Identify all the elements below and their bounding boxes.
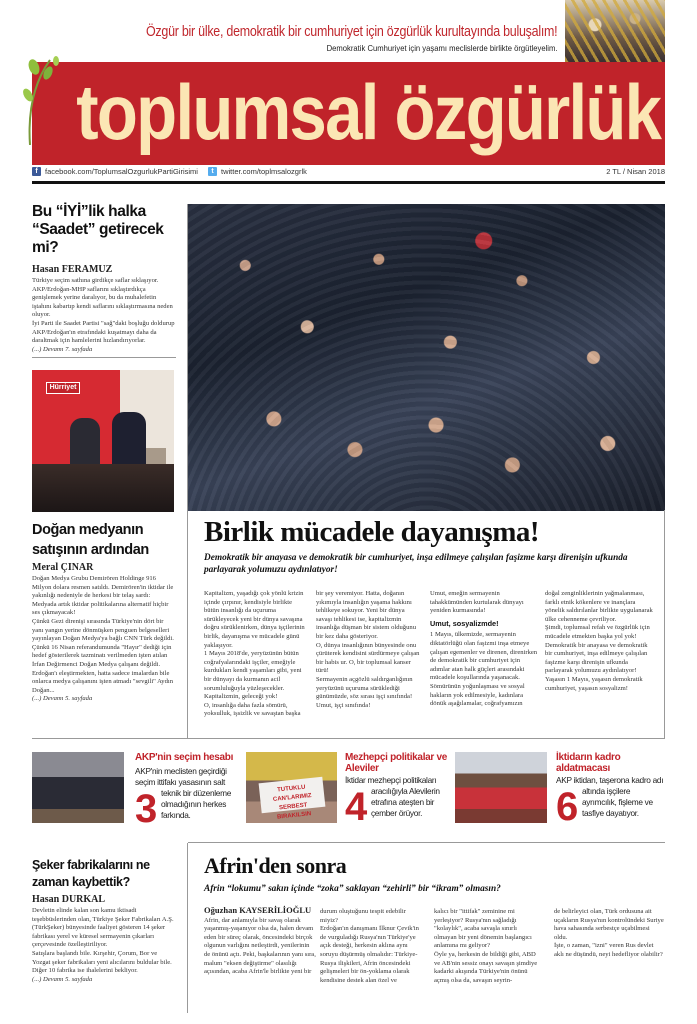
brief-text-rest: aracılığıyla Alevilerin etrafına ateşten bir çember örüyor. [370, 786, 440, 818]
article-paragraph: Erdoğan'ın danışmanı İlknur Çevik'in de vurguladığı Rusya'nın Türkiye'ye açık desteği, herkesin aklına aynı soruyu düşürmüş olmalıdır: Türkiye-Rusya ilişkileri, Afrin öncesindeki gelişmeleri bir ön-yoklama olarak kendisine destek alan özel ve [320, 925, 419, 984]
article-paragraph: Satışlara başlandı bile. Kırşehir, Çorum, Bor ve Yozgat şeker fabrikaları yeni alıcılarını buldular bile. Diğer 10 fabrika ise ihalelerini bekliyor. [32, 949, 172, 975]
kurultay-photo [565, 0, 665, 62]
article-paragraph: 1 Mayıs, ülkemizde, sermayenin diktatörlüğü olan faşizmi inşa etmeye çalışan egemenler ve direnen, direnirken de demokratik bir cumhuriyet için adımlar atan halk güçleri arasındaki mücadele koşullarında yaşanacak. [430, 631, 538, 682]
article-paragraph: 1 Mayıs 2018'de, yeryüzünün bütün coğrafyalarındaki işçiler, emeğiyle kurdukları kendi yaşamları gibi, yeni bir dünyayı da kurmanın acil sorumluluğuyla yüzleşecekler. [204, 650, 302, 692]
main-col-3 [430, 590, 538, 709]
hurriyet-interview-photo [32, 370, 174, 512]
brief-photo-parliament [32, 752, 124, 823]
main-col-2 [316, 590, 420, 710]
article-seker-fabrikalari[interactable] [32, 857, 176, 984]
main-col-4 [545, 590, 655, 693]
brief-kadro[interactable] [556, 752, 666, 829]
article-paragraph: Öyle ya, herkesin de bildiği gibi, ABD ve AB'nin sessiz onayı savaşın şimdiye kadarki akışında Türkiye'nin önünü açmış olsa da, savaşın seyrin- [434, 950, 538, 984]
article-paragraph: Umut, işçi sınıfında! [316, 701, 371, 709]
column-divider [664, 510, 665, 738]
facebook-icon: f [32, 167, 41, 176]
divider [188, 842, 665, 843]
continued-link[interactable]: (...) Devamı 5. sayfada [32, 975, 93, 983]
article-author: Meral ÇINAR [32, 562, 94, 573]
brief-text-top: AKP iktidan, taşerona kadro adı [556, 775, 664, 785]
brief-text-top: AKP'nin meclisten geçirdiği seçim ittifakı yasasının salt [135, 766, 227, 787]
continued-link[interactable]: (...) Devamı 5. sayfada [32, 695, 93, 703]
article-paragraph: O, insanlığa daha fazla sömürü, yoksulluk, işsizlik ve savaştan başka [204, 701, 301, 718]
divider [32, 357, 176, 358]
article-iyi-saadet[interactable] [32, 203, 176, 354]
brief-title: AKP'nin seçim hesabı [135, 752, 234, 763]
article-paragraph: O, dünya insanlığının bünyesinde onu çürüterek kendisini sürdürmeye çalışan bir habis ur. O, bir toplumsal kanser türü! [316, 641, 420, 675]
article-paragraph: doğal zenginliklerinin yağmalanması, farklı etnik kökenlere ve inançlara yönelik saldırılanlar birlikte uygulanarak ülke cehenneme çevriliyor. [545, 590, 653, 623]
article-paragraph: Afrin, dar anlamıyla bir savaş olarak yaşanmış-yaşanıyor olsa da, halen devam eden bir süreç olarak, öncesindeki birçok olgunun varlığını netleştirdi, yenilerinin de önünü açtı. Peki, başkalarının yanı sıra, malum "eksen değiştirme" olasılığı açısından, acaba Afrin'le birlikte yeni bir [204, 916, 316, 976]
header-rule [32, 181, 665, 184]
article-paragraph: Sermayenin açgözlü saldırganlığının yeryüzünü uçuruma sürüklediği günümüzde, söz sırası işçi sınıfında! [316, 675, 413, 701]
masthead-title: toplumsal özgürlük [76, 68, 661, 156]
article-paragraph: Yaşasın 1 Mayıs, yaşasın demokratik cumhuriyet, yaşasın sosyalizm! [545, 675, 643, 692]
article-dogan-medya[interactable] [32, 520, 176, 704]
main-headline: Birlik mücadele dayanışma! [204, 516, 540, 548]
hurriyet-logo: Hürriyet [46, 382, 80, 394]
afrin-col-1 [204, 906, 316, 977]
page-number: 6 [556, 785, 578, 829]
article-paragraph: Demokratik bir anayasa ve demokratik bir cumhuriyet, inşa edilmeye çalışılan faşizme karşı direnişin ufkunda parlayarak yolumuzu aydınlatıyor! [545, 641, 648, 675]
afrin-col-3 [434, 908, 540, 985]
facebook-link[interactable] [32, 167, 198, 176]
article-paragraph: Sömürünün yoğunlaşması ve sosyal hakların yok edilmesiyle, kadınlara dönük aşağılamalar, coğrafyamızın [430, 682, 525, 708]
article-paragraph: Devletin elinde kalan son kamu iktisadi teşebbüslerinden olan, Türkiye Şeker Fabrikaları A.Ş. (TürkŞeker) bünyesinde faaliyet gösteren 14 şeker fabrikası yerel ve küresel sermayenin çıkarları çerçevesinde özelleştiriliyor. [32, 907, 174, 949]
article-headline: Doğan medyanın satışının ardından [32, 522, 149, 558]
article-paragraph: Doğan Medya Grubu Demirören Holdinge 916 Milyon dolara resmen satıldı. Demirören'in iktidar ile yakınlığı nedeniyle de herkesi bir telaş sardı: Medyada artık iktidar politikalarına alternatif hiçbir ses çıkmayacak! [32, 575, 174, 617]
article-paragraph: Çünkü Gezi direnişi sırasında Türkiye'nin dört bir yanı yangın yerine dönmüşken penguen belgeselleri yayınlayan Doğan Medya'ya bağlı CNN Türk değildi. [32, 617, 174, 643]
brief-title: İktidarın kadro aldatmacası [556, 752, 621, 774]
twitter-icon: t [208, 167, 217, 176]
divider [32, 738, 665, 739]
page-number: 3 [135, 787, 157, 831]
article-paragraph: İyi Parti ile Saadet Partisi "sağ"daki boşluğu doldurup AKP/Erdoğan'ın etrafındaki kuşatmayı daha da daraltmak için hamlelerini hızlandırıyorlar. [32, 319, 175, 345]
afrin-deck: Afrin “lokumu” sakın içinde “zoka” saklayan “zehirli” bir “ikram” olmasın? [204, 884, 501, 894]
main-col-1 [204, 590, 308, 719]
brief-akp-secim[interactable] [135, 752, 240, 831]
brief-mezhepci[interactable] [345, 752, 450, 829]
afrin-col-4 [554, 908, 664, 960]
article-paragraph: Umut, emeğin sermayenin tahakkümünden kurtularak dünyayı yeniden kurmasında! [430, 590, 524, 615]
article-paragraph: Kapitalizmin, geleceği yok! [204, 693, 278, 701]
twitter-link[interactable] [208, 167, 307, 176]
article-paragraph: Şimdi, toplumsal refah ve özgürlük için mücadele etmekten başka yol yok! [545, 624, 650, 640]
article-paragraph: Kapitalizm, yaşadığı çok yönlü krizin içinde çırpınır, kendisiyle birlikte bütün insanlığı da uçuruma sürükleyecek yeni bir dünya savaşına doğru sürüklenirken, dünya işçilerinin birlik, dayanışma ve mücadele günü yaklaşıyor. [204, 590, 305, 649]
article-paragraph: durum oluştuğunu tespit edebilir miyiz? [320, 908, 406, 924]
brief-photo-workers [455, 752, 547, 823]
main-deck: Demokratik bir anayasa ve demokratik bir cumhuriyet, inşa edilmeye çalışılan faşizme karşı direnişin ufkunda parlayarak yolumuzu aydınlatıyor! [204, 553, 628, 575]
twitter-url: twitter.com/toplmsalozgrlk [221, 167, 307, 176]
price-date: 2 TL / Nisan 2018 [606, 167, 665, 176]
column-divider [187, 843, 188, 1013]
top-slogan: Özgür bir ülke, demokratik bir cumhuriyet için özgürlük kurultayında buluşalım! [145, 24, 557, 40]
article-paragraph: Türkiye seçim sathına girdikçe saflar sıklaşıyor. AKP/Erdoğan-MHP saflarını sıklaştırdıkça genişlemek yerine daralıyor, bu da muhalefetin iştahını kabartıp kendi saflarını sıklaştırmasına neden oluyor. [32, 277, 173, 319]
vine-leaves-icon [20, 55, 60, 145]
afrin-col-2 [320, 908, 424, 985]
brief-text-rest: teknik bir düzenleme olmadığının herkes farkında. [160, 788, 232, 820]
page-number: 4 [345, 785, 367, 829]
social-bar [32, 167, 665, 180]
article-paragraph: bir şey veremiyor. Hatta, doğanın yıkımıyla insanlığın yaşama hakkını tehlikeye sokuyor. Yeni bir dünya savaşı tehlikesi ise, kapitalizmin insanlığa düşman bir sistem olduğunu bir kez daha gösteriyor. [316, 590, 416, 640]
brief-text-rest: altında işçilere ayrımcılık, fişleme ve tasfiye dayatıyor. [581, 786, 653, 818]
top-sub-slogan: Demokratik Cumhuriyet için yaşamı meclislerde birlikte örgütleyelim. [326, 43, 557, 53]
brief-text-top: İktidar mezhepçi politikaları [345, 775, 437, 785]
article-headline: Şeker fabrikalarını ne zaman kaybettik? [32, 858, 150, 889]
protest-banner-text: TUTUKLU CAN'LARIMIZ SERBEST BIRAKILSIN [259, 777, 326, 814]
article-paragraph: İşte, o zaman, "izni" veren Rus devlet aklı ne düşündü, neyi hedefliyor olabilir? [554, 942, 663, 958]
protest-crowd-photo [188, 204, 665, 511]
brief-title: Mezhepçi politikalar ve Aleviler [345, 752, 448, 774]
article-author: Hasan DURKAL [32, 894, 106, 905]
article-author: Hasan FERAMUZ [32, 264, 113, 275]
brief-photo-protest-banner [246, 752, 337, 823]
article-paragraph: de belirleyici olan, Türk ordusuna ait uçakların Rusya'nın kontrolündeki Suriye hava sahasında serbestçe uçabilmesi oldu. [554, 908, 664, 941]
afrin-headline: Afrin'den sonra [204, 853, 347, 878]
article-subhead: Umut, sosyalizmde! [430, 618, 499, 628]
article-paragraph: Çünkü 16 Nisan referandumunda "Hayır" dediği için hedef gösterilerek tazminatı verilmeden işten atılan İrfan Değirmenci Doğan Medya çalışanı değildi. Erdoğan'ı eleştirmekten, hatta sadece imalardan bile onlarca medya çalışanını işten atmadı "sevgili" Aydın Doğan... [32, 643, 174, 694]
article-headline: Bu “İYİ”lik halka “Saadet” getirecek mi? [32, 203, 164, 256]
facebook-url: facebook.com/ToplumsalOzgurlukPartiGirisimi [45, 167, 198, 176]
continued-link[interactable]: (...) Devamı 7. sayfada [32, 345, 93, 353]
article-paragraph: kalıcı bir "ittifak" zeminine mi yerleşiyor? Rusya'nın sağladığı "kolaylık", acaba savaşla sınırlı olmayan bir yeni dönemin başlangıcı anlamına mı geliyor? [434, 908, 532, 950]
article-author: Oğuzhan KAYSERİLİOĞLU [204, 905, 312, 915]
